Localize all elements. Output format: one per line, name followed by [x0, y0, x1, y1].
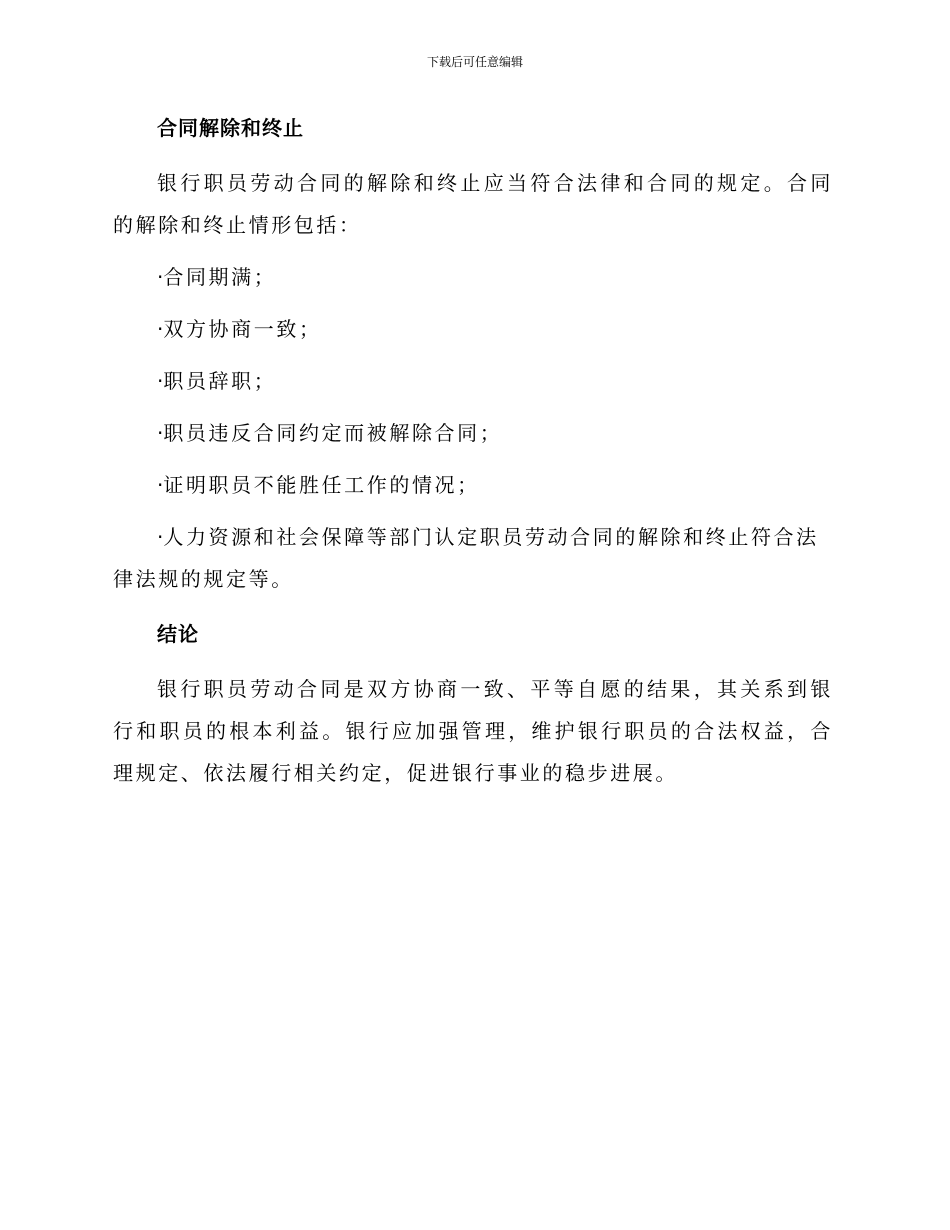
list-item-text: 职员辞职；	[163, 369, 277, 393]
page-header: 下载后可任意编辑	[426, 55, 523, 69]
list-item-text: 职员违反合同约定而被解除合同；	[163, 421, 503, 445]
document-body	[113, 110, 833, 794]
list-item-resignation	[113, 360, 833, 402]
bullet-marker: ·	[157, 525, 164, 549]
list-item-contract-expiry	[113, 256, 833, 298]
termination-intro-paragraph: 银行职员劳动合同的解除和终止应当符合法律和合同的规定。合同的解除和终止情形包括：	[113, 171, 833, 237]
list-item-text: 双方协商一致；	[163, 317, 322, 341]
list-item-mutual-agreement	[113, 308, 833, 350]
list-item-text: 证明职员不能胜任工作的情况；	[163, 473, 480, 497]
list-item-text: 合同期满；	[163, 265, 277, 289]
list-item-authority-approval	[113, 516, 833, 600]
list-item-text: 人力资源和社会保障等部门认定职员劳动合同的解除和终止符合法律法规的规定等。	[113, 525, 819, 591]
section-heading-conclusion: 结论	[157, 622, 199, 646]
list-item-contract-violation	[113, 412, 833, 454]
list-item-incompetence	[113, 464, 833, 506]
section-heading-termination: 合同解除和终止	[157, 116, 304, 140]
bullet-marker: ·	[157, 369, 164, 393]
bullet-marker: ·	[157, 473, 164, 497]
bullet-marker: ·	[157, 317, 164, 341]
conclusion-paragraph: 银行职员劳动合同是双方协商一致、平等自愿的结果，其关系到银行和职员的根本利益。银行应加强管理，维护银行职员的合法权益，合理规定、依法履行相关约定，促进银行事业的稳步进展。	[113, 677, 833, 785]
bullet-marker: ·	[157, 265, 164, 289]
bullet-marker: ·	[157, 421, 164, 445]
